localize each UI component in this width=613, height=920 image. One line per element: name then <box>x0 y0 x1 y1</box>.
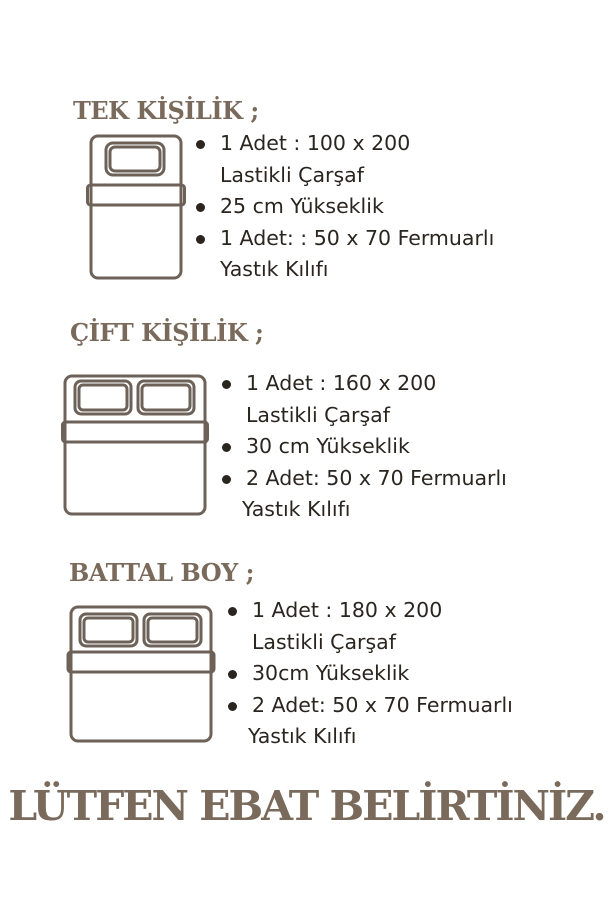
spec-line-cont: Yastık Kılıfı <box>248 724 357 748</box>
spec-line: 1 Adet : 180 x 200 <box>252 598 443 622</box>
spec-item <box>194 223 494 286</box>
single-bed-icon <box>86 133 186 281</box>
spec-line-cont: Lastikli Çarşaf <box>220 162 364 187</box>
spec-line-cont: Yastık Kılıfı <box>220 257 329 281</box>
spec-line-cont: Yastık Kılıfı <box>242 497 351 521</box>
spec-line-cont: Lastikli Çarşaf <box>246 402 390 427</box>
spec-line: 2 Adet: 50 x 70 Fermuarlı <box>246 465 507 490</box>
spec-item <box>226 658 513 690</box>
footer-notice: LÜTFEN EBAT BELİRTİNİZ. <box>8 782 605 830</box>
spec-item <box>194 191 494 223</box>
spec-item <box>226 595 513 658</box>
section-title-king: BATTAL BOY ; <box>69 558 254 587</box>
spec-line: 30cm Yükseklik <box>252 661 410 685</box>
spec-line: 1 Adet : 100 x 200 <box>220 131 411 155</box>
section-title-single: TEK KİŞİLİK ; <box>73 96 259 125</box>
spec-list-double <box>220 368 507 526</box>
spec-item <box>194 128 494 191</box>
spec-line-cont: Lastikli Çarşaf <box>252 629 396 654</box>
spec-line: 1 Adet: : 50 x 70 Fermuarlı <box>220 225 495 250</box>
spec-list-king <box>226 595 513 753</box>
spec-item <box>220 431 507 463</box>
double-bed-icon <box>61 373 209 517</box>
spec-item <box>220 368 507 431</box>
spec-item <box>226 690 513 753</box>
spec-line: 1 Adet : 160 x 200 <box>246 371 437 395</box>
spec-line: 30 cm Yükseklik <box>246 434 410 458</box>
spec-line: 2 Adet: 50 x 70 Fermuarlı <box>252 692 513 717</box>
section-title-double: ÇİFT KİŞİLİK ; <box>70 318 264 347</box>
spec-list-single <box>194 128 494 286</box>
spec-line: 25 cm Yükseklik <box>220 194 384 218</box>
spec-item <box>220 463 507 526</box>
king-bed-icon <box>66 604 216 744</box>
